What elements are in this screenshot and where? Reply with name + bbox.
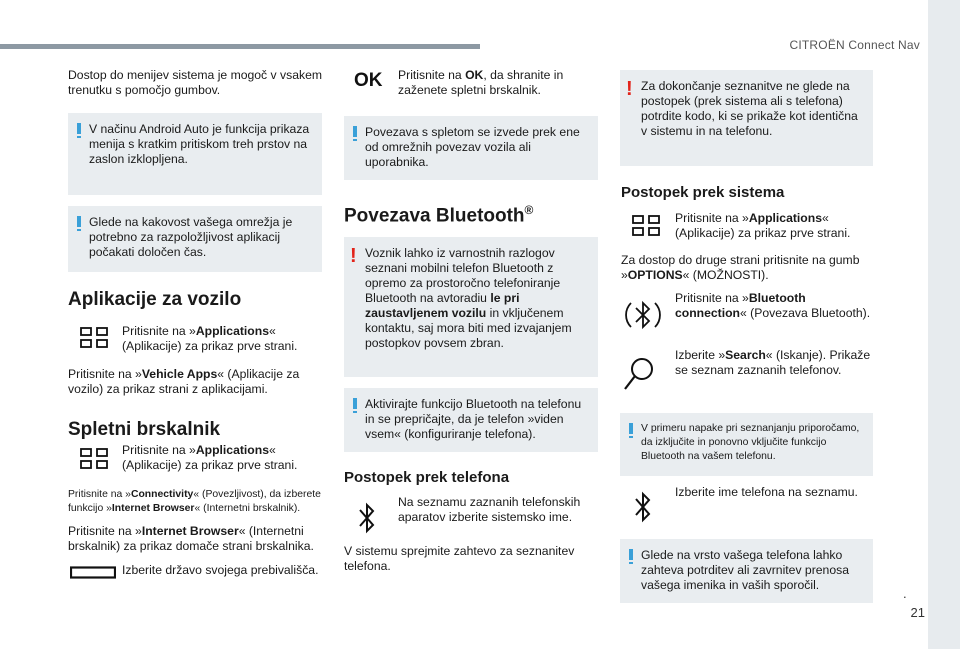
note-text: Glede na vrsto vašega telefona lahko zahteva potrditev ali zavrnitev prenosa vašega imenika in vaših sporočil.: [641, 548, 849, 592]
step-accept-request: V sistemu sprejmite zahtevo za seznanitev telefona.: [344, 544, 575, 573]
warning-text: Za dokončanje seznanitve ne glede na postopek (prek sistema ali s telefona) potrdite kodo, ki se prikaže kot identična v sistemu in na telefonu.: [641, 79, 858, 138]
warning-text: Voznik lahko iz varnostnih razlogov seznani mobilni telefon Bluetooth z opremo za prostoročno telefoniranje Bluetooth na avtoradiu le pri zaustavljenem vozilu in vključenem kontaktu, saj mora biti med izvajanjem postopkov povsem zbran.: [365, 246, 572, 350]
warning-icon: !: [350, 245, 357, 267]
bluetooth-icon: [358, 501, 376, 535]
heading-bluetooth: Povezava Bluetooth®: [344, 203, 534, 227]
header-title: CITROËN Connect Nav: [789, 38, 920, 52]
heading-system-procedure: Postopek prek sistema: [621, 184, 785, 201]
step-select-phone: Izberite ime telefona na seznamu.: [675, 485, 858, 499]
note-text: V načinu Android Auto je funkcija prikaza menija s kratkim pritiskom treh prstov na zaslon izklopljena.: [89, 122, 310, 166]
step-ok: Pritisnite na OK, da shranite in zaženete spletni brskalnik.: [398, 68, 564, 97]
heading-vehicle-apps: Aplikacije za vozilo: [68, 289, 242, 310]
bluetooth-connection-icon: [622, 294, 664, 336]
note-android-auto: [68, 113, 322, 195]
ok-icon: OK: [354, 70, 383, 91]
step-applications: Pritisnite na »Applications« (Aplikacije) za prikaz prve strani.: [122, 324, 298, 353]
warning-confirm-code: [620, 70, 873, 166]
info-marker: [629, 423, 633, 434]
info-marker: [353, 398, 357, 409]
header-rule: [0, 44, 480, 49]
grid-apps-icon: [80, 327, 110, 349]
page-number: 21: [910, 605, 925, 620]
intro-text: Dostop do menijev sistema je mogoč v vsakem trenutku s pomočjo gumbov.: [68, 68, 323, 97]
note-pairing-error: [620, 413, 873, 476]
note-text: Aktivirajte funkcijo Bluetooth na telefonu in se prepričajte, da je telefon »viden vsem« (konfiguriranje telefona).: [365, 397, 582, 441]
step-sys-applications: Pritisnite na »Applications« (Aplikacije) za prikaz prve strani.: [675, 211, 851, 240]
step-search: Izberite »Search« (Iskanje). Prikaže se seznam zaznanih telefonov.: [675, 348, 871, 377]
grid-apps-icon: [632, 215, 662, 237]
step-vehicle-apps: Pritisnite na »Vehicle Apps« (Aplikacije za vozilo) za prikaz strani z aplikacijami.: [68, 367, 300, 396]
warning-icon: !: [626, 78, 633, 100]
heading-web-browser: Spletni brskalnik: [68, 419, 221, 440]
step-select-country: Izberite državo svojega prebivališča.: [122, 563, 319, 577]
step-bluetooth-connection: Pritisnite na »Bluetooth connection« (Povezava Bluetooth).: [675, 291, 871, 320]
heading-phone-procedure: Postopek prek telefona: [344, 469, 510, 486]
menu-bar-icon: [70, 566, 116, 580]
info-marker: [629, 549, 633, 560]
step-web-applications: Pritisnite na »Applications« (Aplikacije) za prikaz prve strani.: [122, 443, 298, 472]
grid-apps-icon: [80, 448, 110, 470]
note-text: Glede na kakovost vašega omrežja je potrebno za razpoložljivost aplikacij počakati določen čas.: [89, 215, 293, 259]
page-dot: .: [903, 586, 907, 601]
step-internet-browser: Pritisnite na »Internet Browser« (Internetni brskalnik) za prikaz domače strani brskalnika.: [68, 524, 314, 553]
step-connectivity: Pritisnite na »Connectivity« (Povezljivost), da izberete funkcijo »Internet Browser« (Internetni brskalnik).: [68, 489, 321, 514]
note-network: [68, 206, 322, 272]
note-phone-type: [620, 539, 873, 603]
bluetooth-icon: [634, 490, 652, 524]
info-marker: [77, 123, 81, 134]
search-icon: [622, 356, 656, 392]
note-text: V primeru napake pri seznanjanju priporočamo, da izključite in ponovno vključite funkcijo Bluetooth na vašem telefonu.: [641, 423, 860, 462]
info-marker: [77, 216, 81, 227]
info-marker: [353, 126, 357, 137]
step-select-system-name: Na seznamu zaznanih telefonskih aparatov izberite sistemsko ime.: [398, 495, 581, 524]
note-connection: [344, 116, 598, 180]
note-activate-bluetooth: [344, 388, 598, 452]
warning-bluetooth: [344, 237, 598, 377]
step-options: Za dostop do druge strani pritisnite na gumb »OPTIONS« (MOŽNOSTI).: [621, 253, 860, 282]
side-strip: [928, 0, 960, 649]
note-text: Povezava s spletom se izvede prek ene od omrežnih povezav vozila ali uporabnika.: [365, 125, 580, 169]
